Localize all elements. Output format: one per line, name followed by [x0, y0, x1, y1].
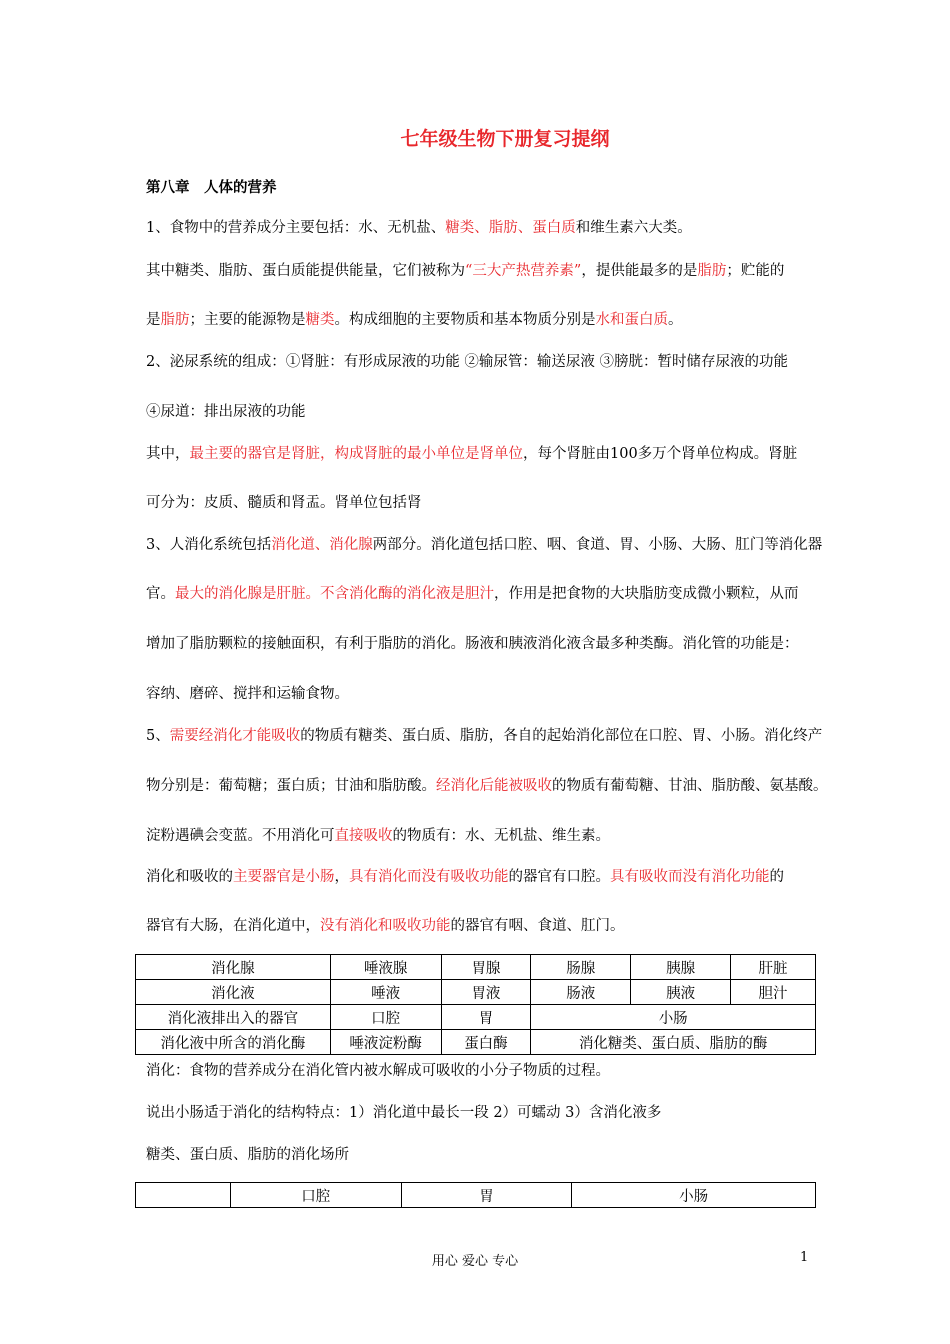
paragraph-line: 其中糖类、脂肪、蛋白质能提供能量，它们被称为“三大产热营养素”，提供能最多的是脂肪；贮能的 [146, 263, 785, 279]
table-cell: 唾液淀粉酶 [330, 1030, 441, 1055]
paragraph-line: 物分别是：葡萄糖；蛋白质；甘油和脂肪酸。经消化后能被吸收的物质有葡萄糖、甘油、脂肪酸、氨基酸。 [146, 778, 828, 794]
table-cell: 消化液排出入的器官 [136, 1005, 331, 1030]
paragraph-line: 增加了脂肪颗粒的接触面积，有利于脂肪的消化。肠液和胰液消化液含最多种类酶。消化管的功能是： [146, 636, 799, 652]
paragraph-line: 糖类、蛋白质、脂肪的消化场所 [146, 1147, 349, 1163]
digestive-glands-table [135, 954, 816, 1055]
table-cell: 消化液 [136, 980, 331, 1005]
table-cell: 口腔 [330, 1005, 441, 1030]
table-cell: 肝脏 [731, 955, 816, 980]
table-row [136, 1030, 816, 1055]
table-row [136, 1183, 816, 1208]
table-cell: 肠腺 [531, 955, 631, 980]
table-cell [136, 1183, 231, 1208]
table-cell: 唾液 [330, 980, 441, 1005]
paragraph-line: 2、泌尿系统的组成：①肾脏：有形成尿液的功能 ②输尿管：输送尿液 ③膀胱：暂时储存尿液的功能 [146, 354, 788, 370]
table-row [136, 1005, 816, 1030]
table-cell: 胃液 [441, 980, 531, 1005]
paragraph-line: 消化：食物的营养成分在消化管内被水解成可吸收的小分子物质的过程。 [146, 1063, 610, 1079]
paragraph-line: 可分为：皮质、髓质和肾盂。肾单位包括肾 [146, 495, 422, 511]
paragraph-line: 其中，最主要的器官是肾脏，构成肾脏的最小单位是肾单位，每个肾脏由100多万个肾单位构成。肾脏 [146, 446, 798, 462]
paragraph-line: 3、人消化系统包括消化道、消化腺两部分。消化道包括口腔、咽、食道、胃、小肠、大肠、肛门等消化器 [146, 537, 823, 553]
table-cell: 唾液腺 [330, 955, 441, 980]
paragraph-line: 是脂肪；主要的能源物是糖类。构成细胞的主要物质和基本物质分别是水和蛋白质。 [146, 312, 683, 328]
table-cell: 消化液中所含的消化酶 [136, 1030, 331, 1055]
table-cell: 小肠 [572, 1183, 816, 1208]
table-cell: 消化糖类、蛋白质、脂肪的酶 [531, 1030, 816, 1055]
table-cell: 口腔 [230, 1183, 401, 1208]
table-row [136, 980, 816, 1005]
table-cell: 胃腺 [441, 955, 531, 980]
table-cell: 小肠 [531, 1005, 816, 1030]
table-cell: 胃 [441, 1005, 531, 1030]
paragraph-line: 容纳、磨碎、搅拌和运输食物。 [146, 686, 349, 702]
chapter-heading: 第八章 人体的营养 [146, 179, 277, 196]
table-cell: 胃 [401, 1183, 572, 1208]
table-cell: 胰腺 [631, 955, 731, 980]
table-row [136, 955, 816, 980]
table-cell: 胆汁 [731, 980, 816, 1005]
paragraph-line: 5、需要经消化才能吸收的物质有糖类、蛋白质、脂肪，各自的起始消化部位在口腔、胃、小肠。消化终产 [146, 728, 823, 744]
page-number: 1 [800, 1250, 809, 1265]
table-cell: 肠液 [531, 980, 631, 1005]
table-cell: 胰液 [631, 980, 731, 1005]
paragraph-line: 说出小肠适于消化的结构特点：1）消化道中最长一段 2）可蠕动 3）含消化液多 [146, 1105, 662, 1121]
paragraph-line: 官。最大的消化腺是肝脏。不含消化酶的消化液是胆汁，作用是把食物的大块脂肪变成微小颗粒，从而 [146, 586, 799, 602]
page-footer: 用心 爱心 专心 [431, 1254, 519, 1269]
paragraph-line: ④尿道：排出尿液的功能 [146, 404, 306, 420]
table-cell: 蛋白酶 [441, 1030, 531, 1055]
digestion-site-table [135, 1182, 816, 1208]
paragraph-line: 淀粉遇碘会变蓝。不用消化可直接吸收的物质有：水、无机盐、维生素。 [146, 828, 610, 844]
table-cell: 消化腺 [136, 955, 331, 980]
paragraph-line: 消化和吸收的主要器官是小肠，具有消化而没有吸收功能的器官有口腔。具有吸收而没有消化功能的 [146, 869, 784, 885]
paragraph-line: 器官有大肠，在消化道中，没有消化和吸收功能的器官有咽、食道、肛门。 [146, 918, 625, 934]
document-title: 七年级生物下册复习提纲 [400, 128, 610, 150]
paragraph-line: 1、食物中的营养成分主要包括：水、无机盐、糖类、脂肪、蛋白质和维生素六大类。 [146, 220, 692, 236]
